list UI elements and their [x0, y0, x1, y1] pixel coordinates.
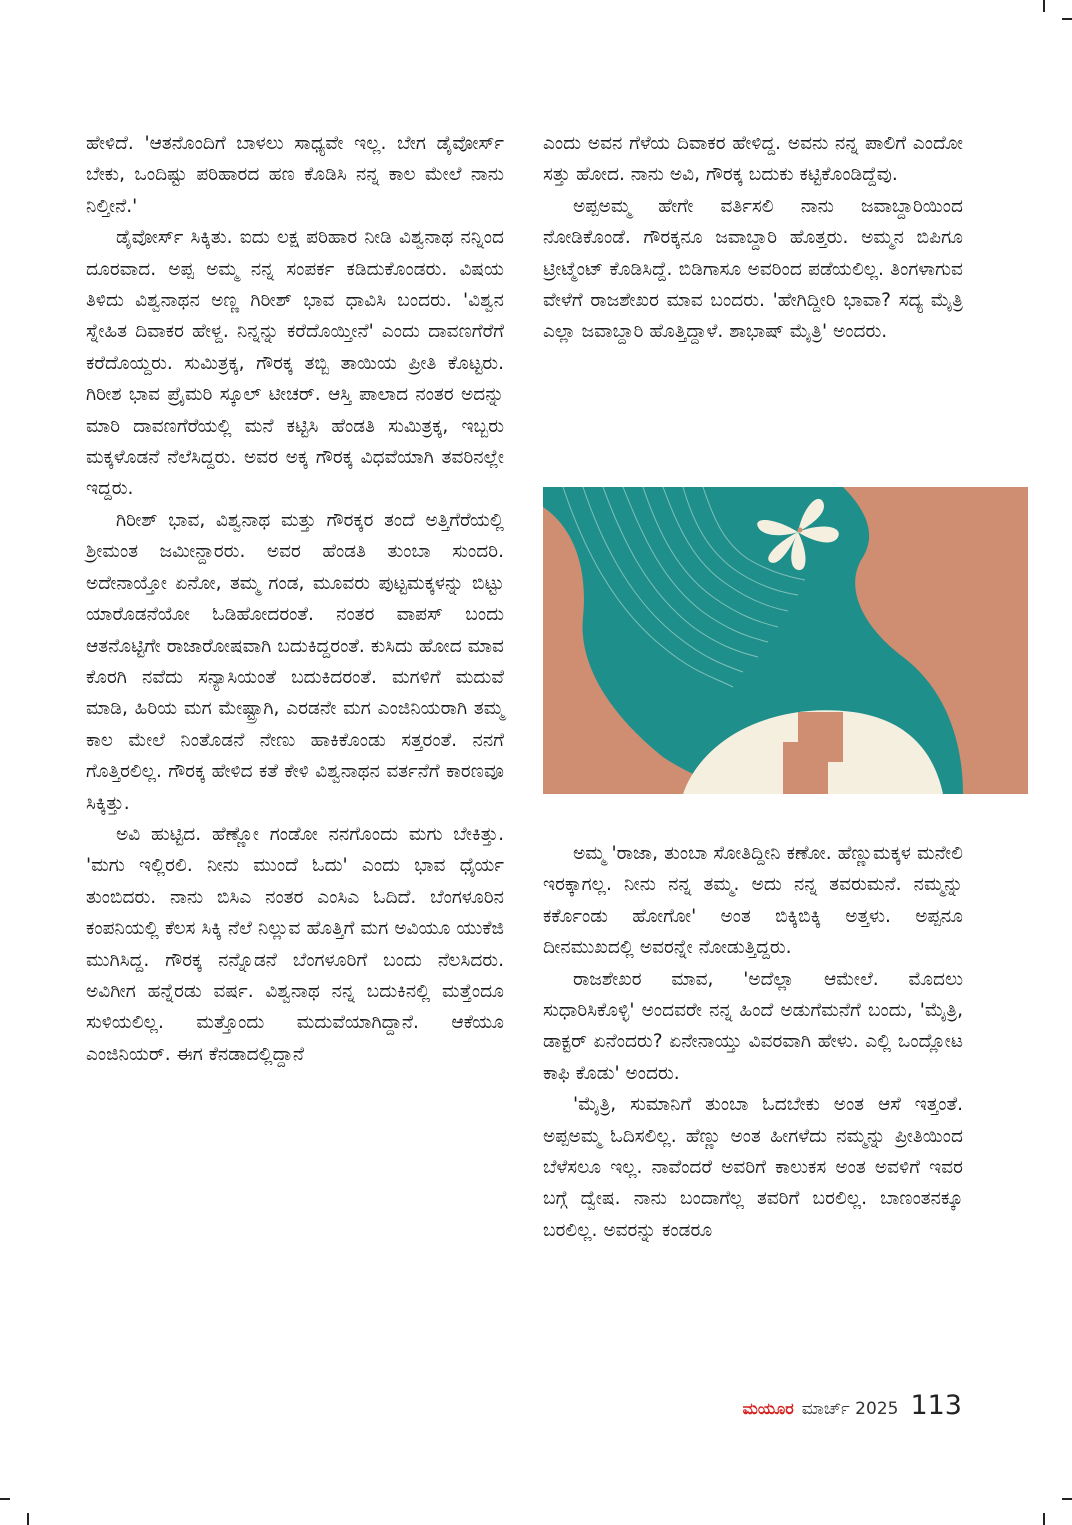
paragraph: ಎಂದು ಅವನ ಗೆಳೆಯ ದಿವಾಕರ ಹೇಳಿದ್ದ. ಅವನು ನನ್ನ ಪಾಲಿಗೆ ಎಂದೋ ಸತ್ತು ಹೋದ. ನಾನು ಅವಿ, ಗೌರಕ್ಕ ಬದುಕು ಕಟ್ಟಿಕೊಂಡಿದ್ದೆವು. — [543, 133, 963, 186]
crop-mark — [1062, 1498, 1072, 1500]
crop-mark — [1062, 18, 1072, 20]
paragraph: ಅಮ್ಮ 'ರಾಜಾ, ತುಂಬಾ ಸೋತಿದ್ದೀನಿ ಕಣೋ. ಹೆಣ್ಣುಮಕ್ಕಳ ಮನೇಲಿ ಇರಕ್ಕಾಗಲ್ಲ. ನೀನು ನನ್ನ ತಮ್ಮ. ಅದು ನನ್ನ ತವರುಮನೆ. ನಮ್ಮನ್ನು ಕರ್ಕೊಂಡು ಹೋಗೋ' ಅಂತ ಬಿಕ್ಕಿಬಿಕ್ಕಿ ಅತ್ತಳು. ಅಪ್ಪನೂ ದೀನಮುಖದಲ್ಲಿ ಅವರನ್ನೇ ನೋಡುತ್ತಿದ್ದರು. — [543, 843, 963, 959]
paragraph: ಅಪ್ಪಅಮ್ಮ ಹೇಗೇ ವರ್ತಿಸಲಿ ನಾನು ಜವಾಬ್ದಾರಿಯಿಂದ ನೋಡಿಕೊಂಡೆ. ಗೌರಕ್ಕನೂ ಜವಾಬ್ದಾರಿ ಹೊತ್ತರು. ಅಮ್ಮನ ಬಿಪಿಗೂ ಟ್ರೀಟ್ಮೆಂಟ್ ಕೊಡಿಸಿದ್ದೆ. ಬಿಡಿಗಾಸೂ ಅವರಿಂದ ಪಡೆಯಲಿಲ್ಲ. ತಿಂಗಳಾಗುವ ವೇಳೆಗೆ ರಾಜಶೇಖರ ಮಾವ ಬಂದರು. 'ಹೇಗಿದ್ದೀರಿ ಭಾವಾ? ಸದ್ಯ ಮೈತ್ರಿ ಎಲ್ಲಾ ಜವಾಬ್ದಾರಿ ಹೊತ್ತಿದ್ದಾಳೆ. ಶಾಭಾಷ್ ಮೈತ್ರಿ' ಅಂದರು. — [543, 195, 963, 343]
paragraph: ರಾಜಶೇಖರ ಮಾವ, 'ಅದೆಲ್ಲಾ ಆಮೇಲೆ. ಮೊದಲು ಸುಧಾರಿಸಿಕೊಳ್ಳಿ' ಅಂದವರೇ ನನ್ನ ಹಿಂದೆ ಅಡುಗೆಮನೆಗೆ ಬಂದು, 'ಮೈತ್ರಿ, ಡಾಕ್ಟರ್ ಏನೆಂದರು? ಏನೇನಾಯ್ತು ವಿವರವಾಗಿ ಹೇಳು. ಎಲ್ಲಿ ಒಂದ್ಲೋಟ ಕಾಫಿ ಕೊಡು' ಅಂದರು. — [543, 968, 963, 1084]
issue-date: ಮಾರ್ಚ್ 2025 — [801, 1399, 899, 1419]
article-right-column-bottom — [543, 838, 963, 1246]
paragraph: ಅವಿ ಹುಟ್ಟಿದ. ಹೆಣ್ಣೋ ಗಂಡೋ ನನಗೊಂದು ಮಗು ಬೇಕಿತ್ತು. 'ಮಗು ಇಲ್ಲಿರಲಿ. ನೀನು ಮುಂದೆ ಓದು' ಎಂದು ಭಾವ ಧೈರ್ಯ ತುಂಬಿದರು. ನಾನು ಬಿಸಿಎ ನಂತರ ಎಂಸಿಎ ಓದಿದೆ. ಬೆಂಗಳೂರಿನ ಕಂಪನಿಯಲ್ಲಿ ಕೆಲಸ ಸಿಕ್ಕಿ ನೆಲೆ ನಿಲ್ಲುವ ಹೊತ್ತಿಗೆ ಮಗ ಅವಿಯೂ ಯುಕೆಜಿ ಮುಗಿಸಿದ್ದ. ಗೌರಕ್ಕ ನನ್ನೊಡನೆ ಬೆಂಗಳೂರಿಗೆ ಬಂದು ನೆಲಸಿದರು. ಅವಿಗೀಗ ಹನ್ನೆರಡು ವರ್ಷ. ವಿಶ್ವನಾಥ ನನ್ನ ಬದುಕಿನಲ್ಲಿ ಮತ್ತೆಂದೂ ಸುಳಿಯಲಿಲ್ಲ. ಮತ್ತೊಂದು ಮದುವೆಯಾಗಿದ್ದಾನೆ. ಆಕೆಯೂ ಎಂಜಿನಿಯರ್. ಈಗ ಕೆನಡಾದಲ್ಲಿದ್ದಾನೆ — [86, 823, 504, 1065]
paragraph: ಹೇಳಿದೆ. 'ಆತನೊಂದಿಗೆ ಬಾಳಲು ಸಾಧ್ಯವೇ ಇಲ್ಲ. ಬೇಗ ಡೈವೋರ್ಸ್ ಬೇಕು, ಒಂದಿಷ್ಟು ಪರಿಹಾರದ ಹಣ ಕೊಡಿಸಿ ನನ್ನ ಕಾಲ ಮೇಲೆ ನಾನು ನಿಲ್ತೀನೆ.' — [86, 133, 504, 217]
crop-mark — [1043, 0, 1045, 12]
paragraph: ಡೈವೋರ್ಸ್ ಸಿಕ್ಕಿತು. ಐದು ಲಕ್ಷ ಪರಿಹಾರ ನೀಡಿ ವಿಶ್ವನಾಥ ನನ್ನಿಂದ ದೂರವಾದ. ಅಪ್ಪ ಅಮ್ಮ ನನ್ನ ಸಂಪರ್ಕ ಕಡಿದುಕೊಂಡರು. ವಿಷಯ ತಿಳಿದು ವಿಶ್ವನಾಥನ ಅಣ್ಣ ಗಿರೀಶ್ ಭಾವ ಧಾವಿಸಿ ಬಂದರು. 'ವಿಶ್ವನ ಸ್ನೇಹಿತ ದಿವಾಕರ ಹೇಳ್ದ. ನಿನ್ನನ್ನು ಕರೆದೊಯ್ತೀನೆ' ಎಂದು ದಾವಣಗೆರೆಗೆ ಕರೆದೊಯ್ದರು. ಸುಮಿತ್ರಕ್ಕ, ಗೌರಕ್ಕ ತಬ್ಬಿ ತಾಯಿಯ ಪ್ರೀತಿ ಕೊಟ್ಟರು. ಗಿರೀಶ ಭಾವ ಪ್ರೈಮರಿ ಸ್ಕೂಲ್ ಟೀಚರ್. ಆಸ್ತಿ ಪಾಲಾದ ನಂತರ ಅದನ್ನು ಮಾರಿ ದಾವಣಗೆರೆಯಲ್ಲಿ ಮನೆ ಕಟ್ಟಿಸಿ ಹೆಂಡತಿ ಸುಮಿತ್ರಕ್ಕ, ಇಬ್ಬರು ಮಕ್ಕಳೊಡನೆ ನೆಲೆಸಿದ್ದರು. ಅವರ ಅಕ್ಕ ಗೌರಕ್ಕ ವಿಧವೆಯಾಗಿ ತವರಿನಲ್ಲೇ ಇದ್ದರು. — [86, 227, 504, 500]
page-footer — [743, 1390, 962, 1421]
illustration-two-faces-flower — [543, 487, 1028, 794]
article-left-column — [86, 128, 504, 1070]
magazine-logo: ಮಯೂರ — [742, 1399, 794, 1418]
paragraph: 'ಮೈತ್ರಿ, ಸುಮಾನಿಗೆ ತುಂಬಾ ಓದಬೇಕು ಅಂತ ಆಸೆ ಇತ್ತಂತೆ. ಅಪ್ಪಅಮ್ಮ ಓದಿಸಲಿಲ್ಲ. ಹೆಣ್ಣು ಅಂತ ಹೀಗಳೆದು ನಮ್ಮನ್ನು ಪ್ರೀತಿಯಿಂದ ಬೆಳೆಸಲೂ ಇಲ್ಲ. ನಾವೆಂದರೆ ಅವರಿಗೆ ಕಾಲುಕಸ ಅಂತ ಅವಳಿಗೆ ಇವರ ಬಗ್ಗೆ ದ್ವೇಷ. ನಾನು ಬಂದಾಗೆಲ್ಲ ತವರಿಗೆ ಬರಲಿಲ್ಲ. ಬಾಣಂತನಕ್ಕೂ ಬರಲಿಲ್ಲ. ಅವರನ್ನು ಕಂಡರೂ — [543, 1094, 963, 1241]
paragraph: ಗಿರೀಶ್ ಭಾವ, ವಿಶ್ವನಾಥ ಮತ್ತು ಗೌರಕ್ಕರ ತಂದೆ ಅತ್ತಿಗೆರೆಯಲ್ಲಿ ಶ್ರೀಮಂತ ಜಮೀನ್ದಾರರು. ಅವರ ಹೆಂಡತಿ ತುಂಬಾ ಸುಂದರಿ. ಅದೇನಾಯ್ತೋ ಏನೋ, ತಮ್ಮ ಗಂಡ, ಮೂವರು ಪುಟ್ಟಮಕ್ಕಳನ್ನು ಬಿಟ್ಟು ಯಾರೊಡನೆಯೋ ಓಡಿಹೋದರಂತೆ. ನಂತರ ವಾಪಸ್ ಬಂದು ಆತನೊಟ್ಟಿಗೇ ರಾಜಾರೋಷವಾಗಿ ಬದುಕಿದ್ದರಂತೆ. ಕುಸಿದು ಹೋದ ಮಾವ ಕೊರಗಿ ನವೆದು ಸನ್ಯಾಸಿಯಂತೆ ಬದುಕಿದರಂತೆ. ಮಗಳಿಗೆ ಮದುವೆ ಮಾಡಿ, ಹಿರಿಯ ಮಗ ಮೇಷ್ಟ್ರಾಗಿ, ಎರಡನೇ ಮಗ ಎಂಜಿನಿಯರಾಗಿ ತಮ್ಮ ಕಾಲ ಮೇಲೆ ನಿಂತೊಡನೆ ನೇಣು ಹಾಕಿಕೊಂಡು ಸತ್ತರಂತೆ. ನನಗೆ ಗೊತ್ತಿರಲಿಲ್ಲ. ಗೌರಕ್ಕ ಹೇಳಿದ ಕತೆ ಕೇಳಿ ವಿಶ್ವನಾಥನ ವರ್ತನೆಗೆ ಕಾರಣವೂ ಸಿಕ್ಕಿತ್ತು. — [86, 509, 504, 814]
crop-mark — [1043, 1513, 1045, 1525]
page-number: 113 — [910, 1390, 962, 1421]
article-right-column-top — [543, 128, 963, 348]
crop-mark — [0, 1498, 10, 1500]
crop-mark — [27, 1513, 29, 1525]
